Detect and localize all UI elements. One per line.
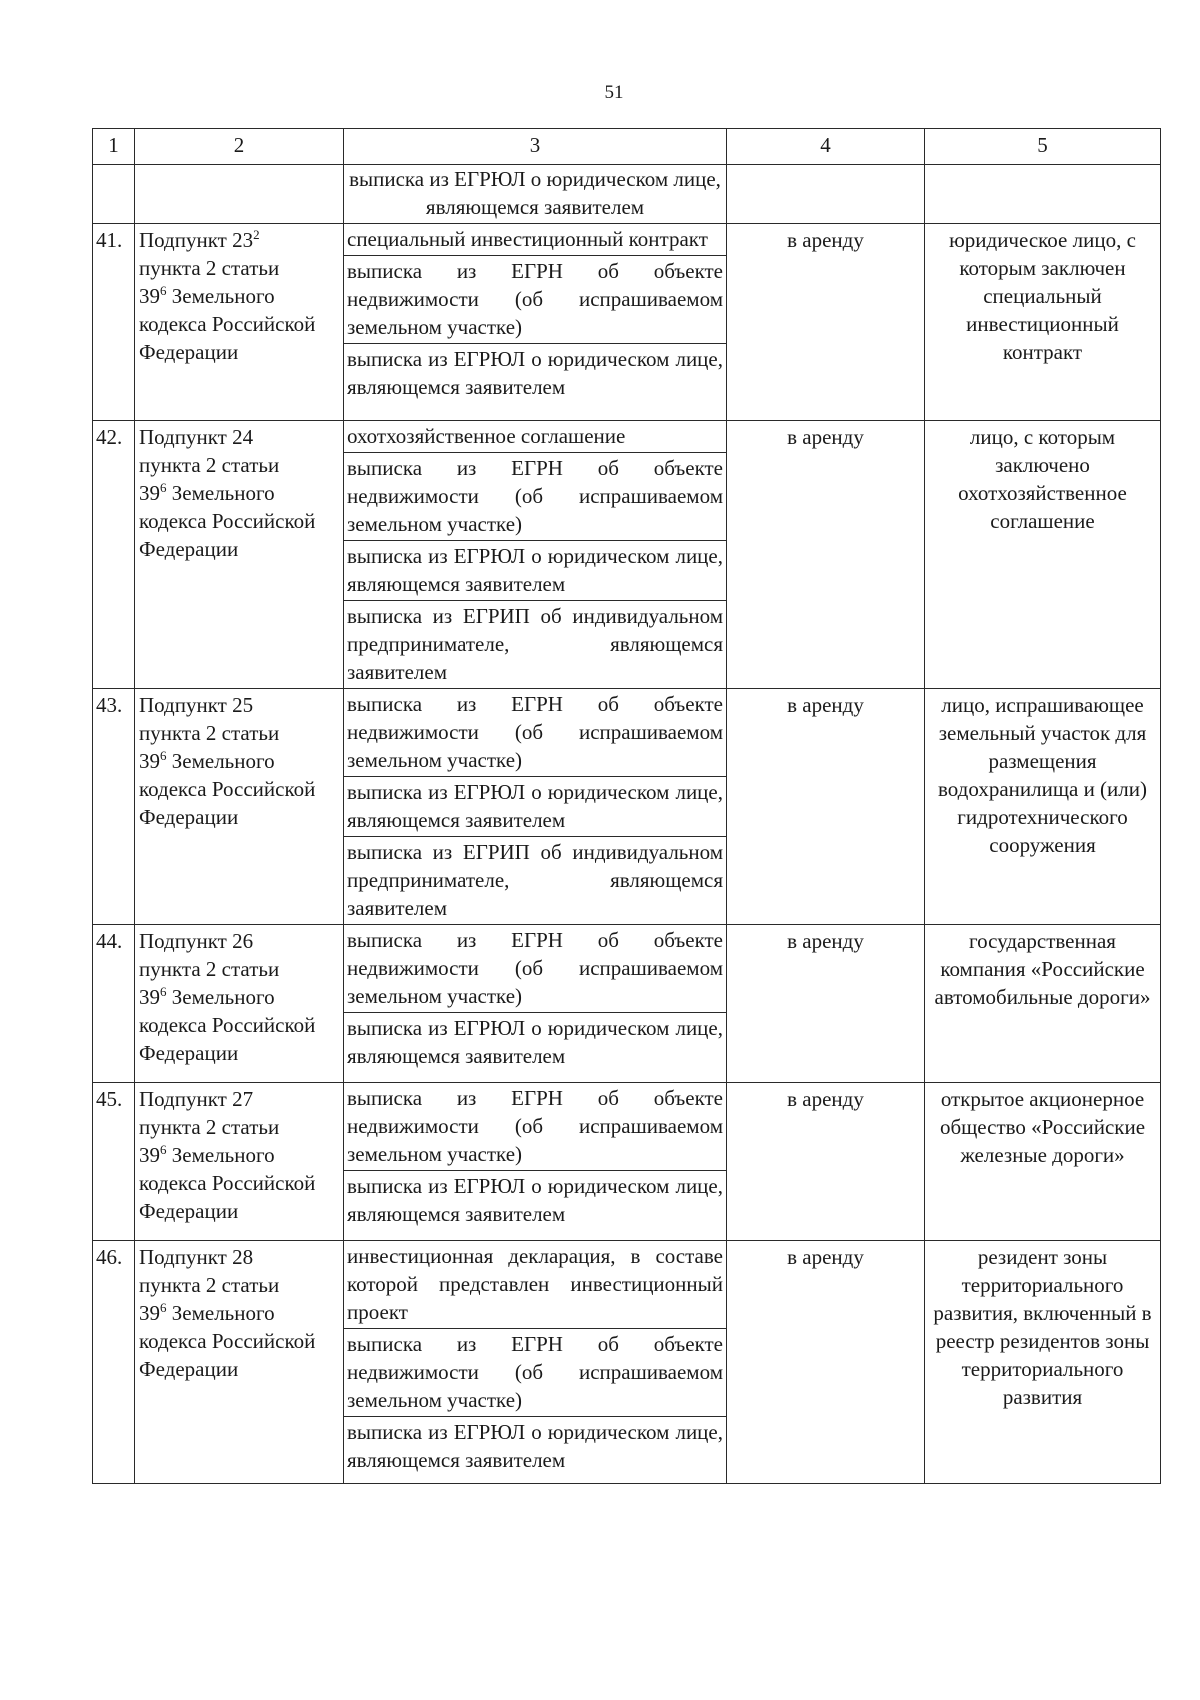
applicant: юридическое лицо, с которым заключен специальный инвестиционный контракт (925, 224, 1161, 421)
required-documents (344, 1241, 727, 1484)
table-header-row (93, 129, 1161, 165)
document-table (92, 128, 1161, 1484)
document-item: выписка из ЕГРН об объекте недвижимости (об испрашиваемом земельном участке) (344, 453, 726, 541)
ground-subclause: Подпункт 23 (139, 228, 254, 252)
row-number: 42. (93, 421, 135, 689)
document-item: выписка из ЕГРЮЛ о юридическом лице, являющемся заявителем (344, 777, 726, 837)
header-col-4: 4 (727, 129, 925, 165)
table-row (93, 689, 1161, 925)
document-item: инвестиционная декларация, в составе которой представлен инвестиционный проект (344, 1241, 726, 1329)
ground-subclause: Подпункт 26 (139, 929, 254, 953)
ground-subclause: Подпункт 24 (139, 425, 254, 449)
document-item: выписка из ЕГРЮЛ о юридическом лице, являющемся заявителем (347, 1016, 723, 1068)
required-documents (344, 925, 727, 1083)
applicant: резидент зоны территориального развития, включенный в реестр резидентов зоны территориального развития (925, 1241, 1161, 1484)
ground-article-sup: 6 (160, 984, 167, 999)
ground-article: 39 (139, 749, 160, 773)
header-col-5: 5 (925, 129, 1161, 165)
ground-code: Земельного кодекса Российской Федерации (139, 1143, 316, 1223)
table-row (93, 421, 1161, 689)
ground-article: 39 (139, 1143, 160, 1167)
provision-type: в аренду (727, 925, 925, 1083)
provision-type: в аренду (727, 1083, 925, 1241)
row-number: 46. (93, 1241, 135, 1484)
continuation-document: выписка из ЕГРЮЛ о юридическом лице, являющемся заявителем (349, 167, 721, 219)
document-item: выписка из ЕГРН об объекте недвижимости (об испрашиваемом земельном участке) (344, 689, 726, 777)
ground-article-sup: 6 (160, 748, 167, 763)
legal-ground (135, 925, 344, 1083)
ground-article: 39 (139, 1301, 160, 1325)
ground-subclause: Подпункт 28 (139, 1245, 254, 1269)
legal-ground (135, 421, 344, 689)
provision-type: в аренду (727, 421, 925, 689)
document-item: охотхозяйственное соглашение (344, 421, 726, 453)
ground-subclause: Подпункт 25 (139, 693, 254, 717)
provision-type: в аренду (727, 224, 925, 421)
legal-ground (135, 689, 344, 925)
ground-article-sup: 6 (160, 480, 167, 495)
table-row (93, 1241, 1161, 1484)
applicant: лицо, испрашивающее земельный участок для размещения водохранилища и (или) гидротехнического сооружения (925, 689, 1161, 925)
document-item: выписка из ЕГРИП об индивидуальном предпринимателе, являющемся заявителем (347, 840, 723, 920)
document-item: выписка из ЕГРЮЛ о юридическом лице, являющемся заявителем (344, 541, 726, 601)
ground-article: 39 (139, 985, 160, 1009)
provision-type: в аренду (727, 1241, 925, 1484)
ground-clause: пункта 2 статьи (139, 957, 280, 981)
ground-subclause-sup: 2 (253, 227, 260, 242)
applicant: лицо, с которым заключено охотхозяйственное соглашение (925, 421, 1161, 689)
document-item: выписка из ЕГРН об объекте недвижимости (об испрашиваемом земельном участке) (344, 1329, 726, 1417)
row-number: 43. (93, 689, 135, 925)
document-item: выписка из ЕГРИП об индивидуальном предпринимателе, являющемся заявителем (347, 604, 723, 684)
page-number: 51 (604, 82, 624, 103)
ground-code: Земельного кодекса Российской Федерации (139, 985, 316, 1065)
document-item: выписка из ЕГРЮЛ о юридическом лице, являющемся заявителем (347, 1174, 723, 1226)
table-row (93, 224, 1161, 421)
continuation-row (93, 165, 1161, 224)
header-col-2: 2 (135, 129, 344, 165)
legal-ground (135, 1241, 344, 1484)
legal-ground (135, 224, 344, 421)
ground-clause: пункта 2 статьи (139, 256, 280, 280)
ground-article-sup: 6 (160, 1142, 167, 1157)
required-documents (344, 224, 727, 421)
row-number: 41. (93, 224, 135, 421)
document-item: выписка из ЕГРН об объекте недвижимости (об испрашиваемом земельном участке) (344, 925, 726, 1013)
ground-code: Земельного кодекса Российской Федерации (139, 481, 316, 561)
provision-type: в аренду (727, 689, 925, 925)
document-item: специальный инвестиционный контракт (344, 224, 726, 256)
ground-code: Земельного кодекса Российской Федерации (139, 749, 316, 829)
legal-ground (135, 1083, 344, 1241)
document-item: выписка из ЕГРЮЛ о юридическом лице, являющемся заявителем (347, 347, 723, 399)
ground-article: 39 (139, 284, 160, 308)
ground-code: Земельного кодекса Российской Федерации (139, 1301, 316, 1381)
ground-article: 39 (139, 481, 160, 505)
required-documents (344, 1083, 727, 1241)
applicant: открытое акционерное общество «Российские железные дороги» (925, 1083, 1161, 1241)
ground-clause: пункта 2 статьи (139, 1273, 280, 1297)
ground-clause: пункта 2 статьи (139, 721, 280, 745)
table-row (93, 925, 1161, 1083)
header-col-3: 3 (344, 129, 727, 165)
ground-subclause: Подпункт 27 (139, 1087, 254, 1111)
table-row (93, 1083, 1161, 1241)
applicant: государственная компания «Российские автомобильные дороги» (925, 925, 1161, 1083)
required-documents (344, 421, 727, 689)
required-documents (344, 689, 727, 925)
ground-clause: пункта 2 статьи (139, 453, 280, 477)
ground-clause: пункта 2 статьи (139, 1115, 280, 1139)
row-number: 44. (93, 925, 135, 1083)
ground-article-sup: 6 (160, 283, 167, 298)
ground-code: Земельного кодекса Российской Федерации (139, 284, 316, 364)
document-item: выписка из ЕГРН об объекте недвижимости (об испрашиваемом земельном участке) (344, 256, 726, 344)
row-number: 45. (93, 1083, 135, 1241)
document-item: выписка из ЕГРН об объекте недвижимости (об испрашиваемом земельном участке) (344, 1083, 726, 1171)
ground-article-sup: 6 (160, 1300, 167, 1315)
document-item: выписка из ЕГРЮЛ о юридическом лице, являющемся заявителем (347, 1420, 723, 1472)
header-col-1: 1 (93, 129, 135, 165)
